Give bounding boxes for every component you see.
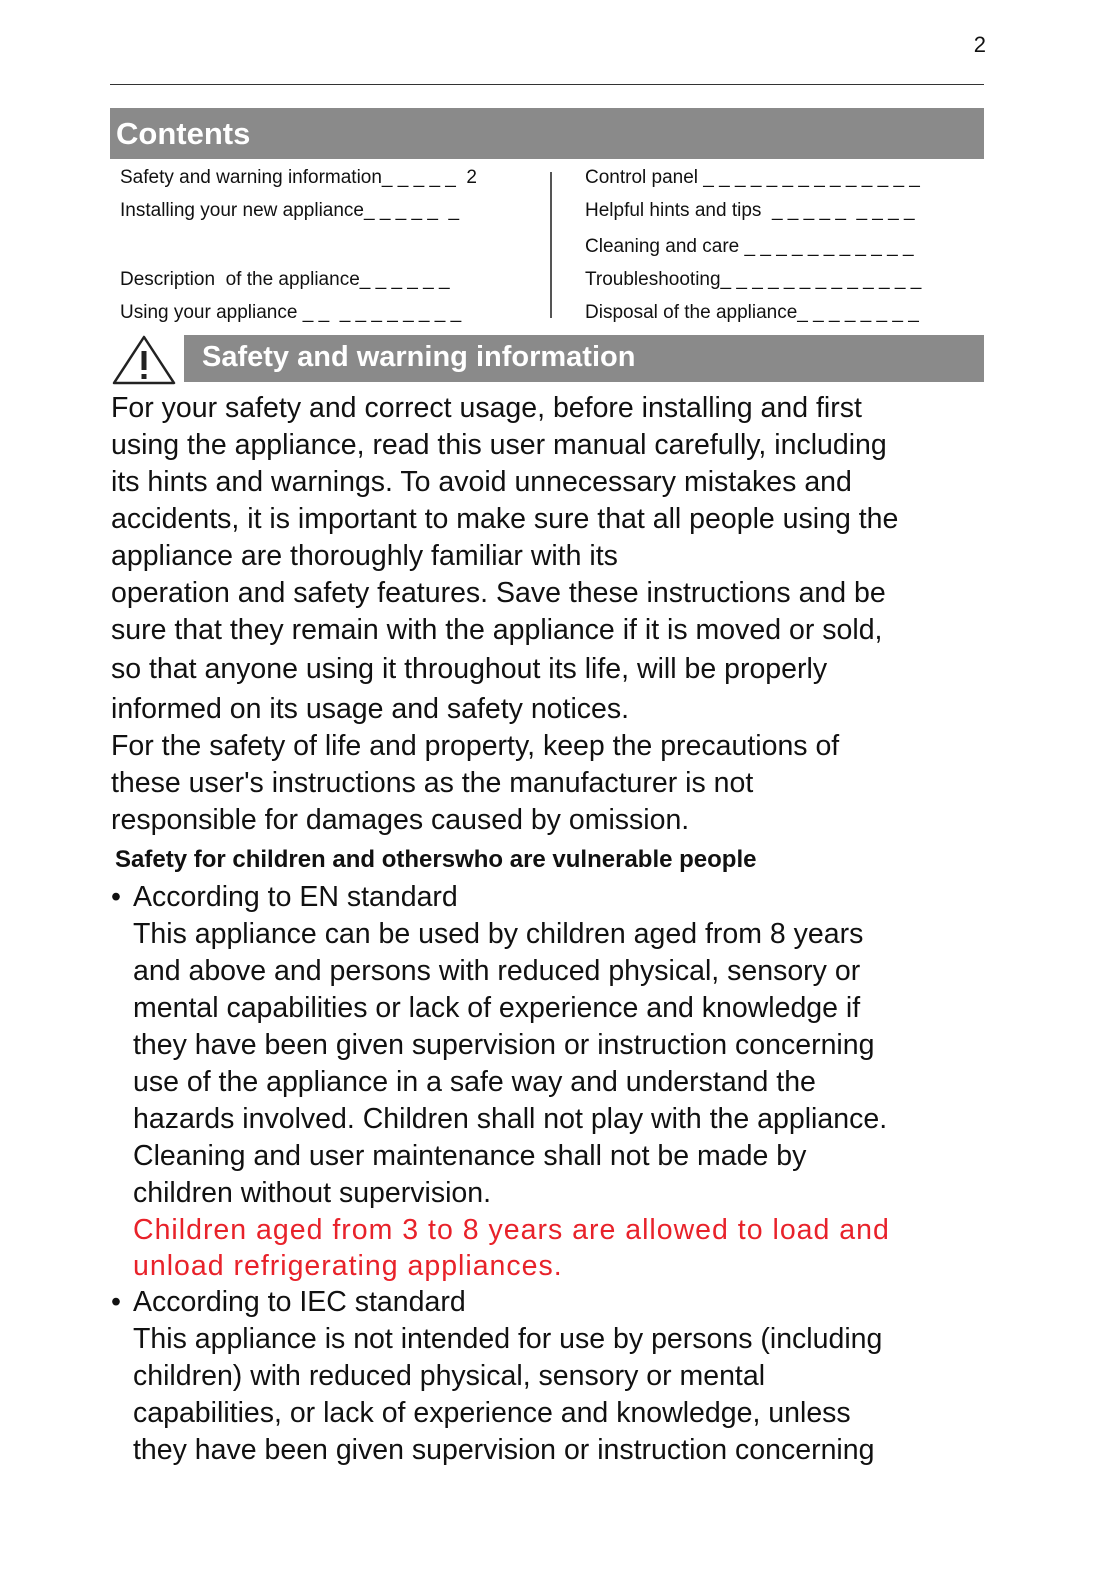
toc-entry[interactable]: Using your appliance _ _ _ _ _ _ _ _ _ _	[120, 302, 462, 323]
toc-entry[interactable]: Disposal of the appliance_ _ _ _ _ _ _ _	[585, 302, 919, 323]
en-line: Cleaning and user maintenance shall not be made by	[133, 1140, 807, 1172]
intro-line: operation and safety features. Save these instructions and be	[111, 577, 886, 609]
intro-line: these user's instructions as the manufacturer is not	[111, 767, 754, 799]
toc-entry[interactable]: Control panel _ _ _ _ _ _ _ _ _ _ _ _ _ _	[585, 167, 920, 188]
toc-entry[interactable]: Installing your new appliance_ _ _ _ _ _	[120, 200, 460, 221]
children-loading-note: Children aged from 3 to 8 years are allowed to load and	[133, 1214, 890, 1246]
iec-line: they have been given supervision or instruction concerning	[133, 1434, 875, 1466]
intro-line: its hints and warnings. To avoid unnecessary mistakes and	[111, 466, 852, 498]
page-number: 2	[973, 32, 986, 57]
children-safety-subheading: Safety for children and otherswho are vulnerable people	[115, 846, 757, 873]
en-line: hazards involved. Children shall not play with the appliance.	[133, 1103, 888, 1135]
intro-line: accidents, it is important to make sure that all people using the	[111, 503, 899, 535]
iec-line: capabilities, or lack of experience and knowledge, unless	[133, 1397, 851, 1429]
toc-entry[interactable]: Description of the appliance_ _ _ _ _ _	[120, 269, 450, 290]
intro-line: For the safety of life and property, keep the precautions of	[111, 730, 840, 762]
en-line: use of the appliance in a safe way and understand the	[133, 1066, 816, 1098]
contents-title: Contents	[116, 116, 251, 151]
toc-column-divider	[550, 172, 552, 318]
intro-line: sure that they remain with the appliance if it is moved or sold,	[111, 614, 883, 646]
en-standard-bullet	[111, 879, 991, 916]
en-standard-title: According to EN standard	[133, 881, 458, 913]
warning-triangle-icon	[111, 334, 177, 386]
safety-body	[111, 390, 991, 1469]
en-line: and above and persons with reduced physical, sensory or	[133, 955, 861, 987]
intro-line: using the appliance, read this user manual carefully, including	[111, 429, 887, 461]
toc-entry[interactable]: Cleaning and care _ _ _ _ _ _ _ _ _ _ _	[585, 236, 914, 257]
toc-entry[interactable]: Troubleshooting_ _ _ _ _ _ _ _ _ _ _ _ _	[585, 269, 922, 290]
bullet-dot: •	[111, 881, 121, 913]
en-line: This appliance can be used by children aged from 8 years	[133, 918, 864, 950]
intro-line: informed on its usage and safety notices.	[111, 693, 630, 725]
contents-header	[110, 108, 984, 159]
bullet-dot: •	[111, 1286, 121, 1318]
en-line: mental capabilities or lack of experience and knowledge if	[133, 992, 861, 1024]
intro-line: For your safety and correct usage, before installing and first	[111, 392, 862, 424]
safety-section-header	[184, 335, 984, 382]
safety-section-title: Safety and warning information	[202, 341, 636, 373]
en-line: children without supervision.	[133, 1177, 492, 1209]
intro-line: so that anyone using it throughout its life, will be properly	[111, 653, 828, 685]
toc-entry[interactable]: Safety and warning information_ _ _ _ _ 2	[120, 167, 478, 188]
top-rule	[110, 84, 984, 85]
intro-line: appliance are thoroughly familiar with its	[111, 540, 618, 572]
toc-entry[interactable]: Helpful hints and tips _ _ _ _ _ _ _ _ _	[585, 200, 915, 221]
children-loading-note: unload refrigerating appliances.	[133, 1250, 563, 1282]
iec-line: children) with reduced physical, sensory or mental	[133, 1360, 766, 1392]
iec-standard-title: According to IEC standard	[133, 1286, 466, 1318]
iec-line: This appliance is not intended for use by persons (including	[133, 1323, 883, 1355]
iec-standard-bullet	[111, 1284, 991, 1321]
en-line: they have been given supervision or instruction concerning	[133, 1029, 875, 1061]
intro-line: responsible for damages caused by omission.	[111, 804, 690, 836]
